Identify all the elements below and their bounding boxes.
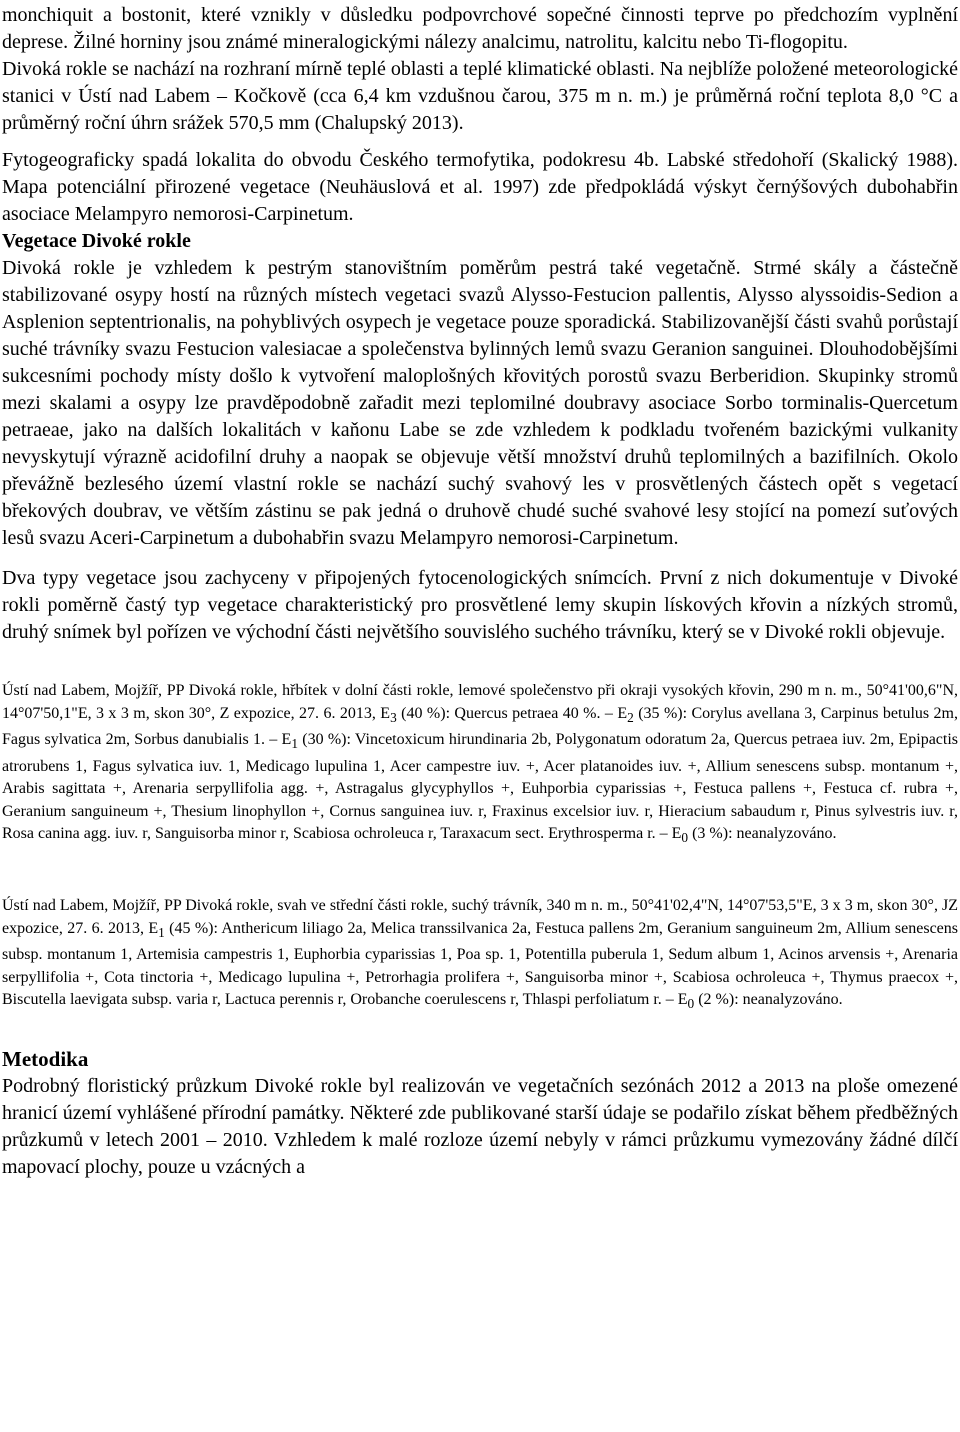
releve-2-layer-e0-index: 0 xyxy=(687,996,695,1012)
releve-1-text-c: (35 %): Corylus avellana 3, Carpinus betulus 2m, Fagus sylvatica 2m, Sorbus danubialis 1. – E xyxy=(2,704,958,749)
releve-1-layer-e0-index: 0 xyxy=(681,830,689,846)
releve-1-text-b: (40 %): Quercus petraea 40 %. – E xyxy=(396,704,628,722)
climate-paragraph: Divoká rokle se nachází na rozhraní mírně teplé oblasti a teplé klimatické oblasti. Na nejblíže položené meteorologické stanici v Ústí nad Labem – Kočkově (cca 6,4 km vzdušnou čarou, 375 m n. m.) je průměrná roční teplota 8,0 °C a průměrný roční úhrn srážek 570,5 mm (Chalupský 2013). xyxy=(2,58,958,134)
methods-heading: Metodika xyxy=(2,1046,89,1071)
releves-intro-paragraph: Dva typy vegetace jsou zachyceny v připojených fytocenologických snímcích. První z nich dokumentuje v Divoké rokli poměrně častý typ vegetace charakteristický pro prosvětlené lemy skupin lískových křovin a nízkých stromů, druhý snímek byl pořízen ve východní části největšího souvislého suchého trávníku, který se v Divoké rokli objevuje. xyxy=(2,567,958,643)
releve-1-paragraph xyxy=(2,680,958,850)
releve-1-layer-e3-index: 3 xyxy=(390,709,397,725)
releve-2-text-b: (45 %): Anthericum liliago 2a, Melica transsilvanica 2a, Festuca pallens 2m, Geranium sanguineum 2m, Allium senescens subsp. montanum 1, Artemisia campestris 1, Euphorbia cyparissias 1, Poa sp. 1, Potentilla puberula 1, Sedum album 1, Acinos arvensis +, Arenaria serpyllifolia +, Cota tinctoria +, Medicago lupulina +, Petrorhagia prolifera +, Sanguisorba minor +, Scabiosa ochroleuca +, Thymus praecox +, Biscutella laevigata subsp. varia r, Lactuca perennis r, Orobanche coerulescens r, Thlaspi perfoliatum r. – E xyxy=(2,919,958,1009)
releve-2-paragraph xyxy=(2,895,958,1016)
phytogeography-paragraph: Fytogeograficky spadá lokalita do obvodu Českého termofytika, podokresu 4b. Labské středohoří (Skalický 1988). Mapa potenciální přirozené vegetace (Neuhäuslová et al. 1997) zde předpokládá výskyt černýšových dubohabřin asociace Melampyro nemorosi-Carpinetum. xyxy=(2,149,958,225)
releve-1-text-d: (30 %): Vincetoxicum hirundinaria 2b, Polygonatum odoratum 2a, Quercus petraea iuv. 2m, Epipactis atrorubens 1, Fagus sylvatica iuv. 1, Medicago lupulina 1, Acer campestre iuv. +, Acer platanoides iuv. +, Allium senescens subsp. montanum +, Arabis sagittata +, Arenaria serpyllifolia agg. +, Astragalus glycyphyllos +, Euhporbia cyparissias +, Festuca pallens +, Festuca cf. rubra +, Geranium sanguineum +, Thesium linophyllon +, Cornus sanguinea iuv. r, Fraxinus excelsior iuv. r, Hieracium sabaudum r, Pinus sylvestris iuv. r, Rosa canina agg. iuv. r, Sanguisorba minor r, Scabiosa ochroleuca r, Taraxacum sect. Erythrosperma r. – E xyxy=(2,731,959,843)
vegetation-heading: Vegetace Divoké rokle xyxy=(2,230,191,252)
intro-continued-paragraph: monchiquit a bostonit, které vznikly v důsledku podpovrchové sopečné činnosti teprve po předchozím vyplnění deprese. Žilné horniny jsou známé mineralogickými nálezy analcimu, natrolitu, kalcitu nebo Ti-flogopitu. xyxy=(2,4,958,53)
methods-body-paragraph: Podrobný floristický průzkum Divoké rokle byl realizován ve vegetačních sezónách 2012 a 2013 na ploše omezené hranicí území vyhlášené přírodní památky. Některé zde publikované starší údaje se podařilo získat během předběžných průzkumů v letech 2001 – 2010. Vzhledem k malé rozloze území nebyly v rámci průzkumu vymezovány žádné dílčí mapovací plochy, pouze u vzácných a xyxy=(2,1074,958,1178)
releve-1-layer-e1-index: 1 xyxy=(291,736,299,752)
releve-1-text-e: (3 %): neanalyzováno. xyxy=(688,825,837,843)
releve-2-text-a: Ústí nad Labem, Mojžíř, PP Divoká rokle, svah ve střední části rokle, suchý trávník, 340 m n. m., 50°41'02,4"N, 14°07'53,5"E, 3 x 3 m, skon 30°, JZ expozice, 27. 6. 2013, E xyxy=(2,897,958,937)
releve-1-text-a: Ústí nad Labem, Mojžíř, PP Divoká rokle, hřbítek v dolní části rokle, lemové společenstvo při okraji vysokých křovin, 290 m n. m., 50°41'00,6"N, 14°07'50,1"E, 3 x 3 m, skon 30°, Z expozice, 27. 6. 2013, E xyxy=(2,682,958,722)
releve-1-layer-e2-index: 2 xyxy=(627,709,634,725)
releve-2-layer-e1-index: 1 xyxy=(158,924,165,940)
releve-2-text-c: (2 %): neanalyzováno. xyxy=(694,991,843,1009)
vegetation-body-paragraph: Divoká rokle je vzhledem k pestrým stanovištním poměrům pestrá také vegetačně. Strmé skály a částečně stabilizované osypy hostí na různých místech vegetaci svazů Alysso-Festucion pallentis, Alysso alyssoidis-Sedion a Asplenion septentrionalis, na pohyblivých osypech je vegetace pouze sporadická. Stabilizovanější části svahů porůstají suché trávníky svazu Festucion valesiacae a společenstva bylinných lemů svazu Geranion sanguinei. Dlouhodobějšími sukcesními pochody místy došlo k vytvoření maloplošných křovitých porostů svazu Berberidion. Skupinky stromů mezi skalami a osypy lze pravděpodobně zařadit mezi teplomilné doubravy asociace Sorbo torminalis-Quercetum petraeae, jako na dalších lokalitách v kaňonu Labe se zde vzhledem k podkladu tvořeném bazickými vulkanity nevyskytují výrazně acidofilní druhy a naopak se objevuje větší množství druhů teplomilných a bazifilních. Okolo převážně bezlesého území vlastní rokle se nachází suchý svahový les v prosvětlených částech opět s vegetací břekových doubrav, ve větším zástinu se pak jedná o druhově chudé suché svahové lesy stojící na pomezí suťových lesů svazu Aceri-Carpinetum a dubohabřin svazu Melampyro nemorosi-Carpinetum. xyxy=(2,257,958,549)
